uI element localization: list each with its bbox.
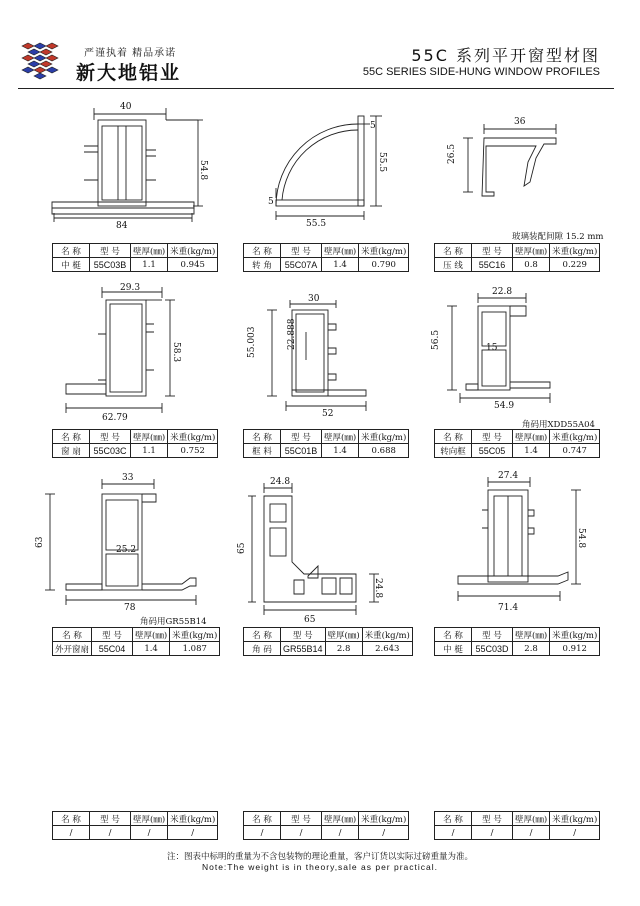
cell-thickness: 1.4 <box>322 258 359 272</box>
dim-label: 24.8 <box>373 578 383 599</box>
cell-model: 55C16 <box>472 258 513 272</box>
header-name: 名 称 <box>53 244 90 258</box>
profile-drawing-55C07A <box>258 108 398 228</box>
header-thickness: 壁厚(㎜) <box>325 628 362 642</box>
cell-name: 压 线 <box>435 258 472 272</box>
header-name: 名 称 <box>435 430 472 444</box>
header-weight: 米重(kg/m) <box>168 812 218 826</box>
header-weight: 米重(kg/m) <box>550 244 600 258</box>
dim-label: 30 <box>308 294 320 304</box>
header-thickness: 壁厚(㎜) <box>133 628 170 642</box>
dim-label: 84 <box>116 221 128 231</box>
header-divider <box>18 88 614 89</box>
spec-table-empty-1 <box>52 811 218 840</box>
cell-weight: 1.087 <box>170 642 220 656</box>
company-name: 新大地铝业 <box>76 62 182 84</box>
header-weight: 米重(kg/m) <box>359 244 409 258</box>
cell-thickness: 0.8 <box>513 258 550 272</box>
spec-table-55C07A <box>243 243 409 272</box>
cell-name: 角 码 <box>244 642 281 656</box>
corner-piece-note: 角码用XDD55A04 <box>522 420 595 430</box>
cell-model: 55C03B <box>90 258 131 272</box>
profile-drawing-55C03D <box>438 470 588 620</box>
dim-label: 25.2 <box>116 545 137 555</box>
header-name: 名 称 <box>53 430 90 444</box>
header-thickness: 壁厚(㎜) <box>513 244 550 258</box>
dim-label: 55.5 <box>306 219 327 229</box>
cell-name: 转 角 <box>244 258 281 272</box>
spec-table-55C04 <box>52 627 220 656</box>
dim-label: 52 <box>322 409 334 419</box>
spec-table-55C03D <box>434 627 600 656</box>
cell-name: 外开窗扇 <box>53 642 92 656</box>
dim-label: 65 <box>304 615 316 625</box>
cell-name: 窗 扇 <box>53 444 90 458</box>
dim-label: 71.4 <box>498 603 519 613</box>
header-weight: 米重(kg/m) <box>362 628 412 642</box>
dim-label: 24.8 <box>270 477 291 487</box>
cell-name: 转向框 <box>435 444 472 458</box>
cell-thickness: 1.1 <box>131 444 168 458</box>
header-thickness: 壁厚(㎜) <box>131 430 168 444</box>
header-model: 型 号 <box>281 628 326 642</box>
header-weight: 米重(kg/m) <box>550 628 600 642</box>
company-slogan: 严谨执着 精品承诺 <box>84 48 177 59</box>
dim-label: 36 <box>514 117 526 127</box>
cell-thickness: 1.4 <box>133 642 170 656</box>
profile-drawing-55C16 <box>447 117 584 200</box>
company-logo <box>18 42 62 82</box>
cell-name: / <box>53 826 90 840</box>
header-model: 型 号 <box>472 244 513 258</box>
header-name: 名 称 <box>53 812 90 826</box>
header-model: 型 号 <box>472 430 513 444</box>
cell-weight: 0.688 <box>359 444 409 458</box>
header-model: 型 号 <box>90 812 131 826</box>
dim-label: 54.8 <box>576 528 586 549</box>
dim-label: 26.5 <box>447 143 457 164</box>
cell-weight: / <box>550 826 600 840</box>
header-thickness: 壁厚(㎜) <box>322 812 359 826</box>
cell-weight: / <box>359 826 409 840</box>
profile-drawing-55C05 <box>431 284 568 414</box>
cell-weight: / <box>168 826 218 840</box>
cell-model: 55C03C <box>90 444 131 458</box>
header-model: 型 号 <box>281 244 322 258</box>
dim-label: 55.003 <box>247 326 257 358</box>
header-weight: 米重(kg/m) <box>550 812 600 826</box>
header-weight: 米重(kg/m) <box>359 430 409 444</box>
cell-thickness: 1.1 <box>131 258 168 272</box>
header-name: 名 称 <box>435 628 472 642</box>
profile-drawing-55C03B <box>48 100 208 231</box>
cell-model: 55C01B <box>281 444 322 458</box>
profile-drawing-55C04 <box>36 472 206 612</box>
header-model: 型 号 <box>92 628 133 642</box>
header-weight: 米重(kg/m) <box>168 430 218 444</box>
cell-weight: 2.643 <box>362 642 412 656</box>
cell-model: / <box>90 826 131 840</box>
spec-table-55C01B <box>243 429 409 458</box>
spec-table-55C03C <box>52 429 218 458</box>
dim-label: 5 <box>268 197 274 207</box>
spec-table-55C16 <box>434 243 600 272</box>
cell-weight: 0.912 <box>550 642 600 656</box>
cell-name: / <box>435 826 472 840</box>
cell-weight: 0.790 <box>359 258 409 272</box>
cell-thickness: / <box>513 826 550 840</box>
cell-thickness: 1.4 <box>322 444 359 458</box>
header-weight: 米重(kg/m) <box>168 244 218 258</box>
header-thickness: 壁厚(㎜) <box>513 628 550 642</box>
header-thickness: 壁厚(㎜) <box>513 430 550 444</box>
header-name: 名 称 <box>244 430 281 444</box>
dim-label: 22.888 <box>287 318 297 350</box>
cell-thickness: / <box>131 826 168 840</box>
page-title: 55C 系列平开窗型材图 <box>411 46 600 65</box>
header-thickness: 壁厚(㎜) <box>322 244 359 258</box>
header-weight: 米重(kg/m) <box>359 812 409 826</box>
cell-model: 55C05 <box>472 444 513 458</box>
header-thickness: 壁厚(㎜) <box>131 244 168 258</box>
profile-drawing-55C01B <box>247 294 380 424</box>
corner-piece-note-2: 角码用GR55B14 <box>140 617 207 627</box>
cell-model: 55C04 <box>92 642 133 656</box>
spec-table-empty-2 <box>243 811 409 840</box>
header-model: 型 号 <box>90 430 131 444</box>
header-name: 名 称 <box>53 628 92 642</box>
cell-weight: 0.747 <box>550 444 600 458</box>
cell-thickness: 2.8 <box>513 642 550 656</box>
header-model: 型 号 <box>281 812 322 826</box>
dim-label: 33 <box>122 473 134 483</box>
dim-label: 63 <box>35 536 45 548</box>
cell-model: GR55B14 <box>281 642 326 656</box>
cell-weight: 0.945 <box>168 258 218 272</box>
header-weight: 米重(kg/m) <box>170 628 220 642</box>
spec-table-55C05 <box>434 429 600 458</box>
dim-label: 62.79 <box>102 413 128 423</box>
page-subtitle: 55C SERIES SIDE-HUNG WINDOW PROFILES <box>362 66 600 78</box>
cell-model: 55C07A <box>281 258 322 272</box>
cell-name: 中 梃 <box>435 642 472 656</box>
dim-label: 54.9 <box>494 401 515 411</box>
profile-drawing-GR55B14 <box>237 477 388 625</box>
dim-label: 56.5 <box>431 329 441 350</box>
dim-label: 40 <box>120 102 132 112</box>
cell-name: 中 梃 <box>53 258 90 272</box>
header-weight: 米重(kg/m) <box>550 430 600 444</box>
header-thickness: 壁厚(㎜) <box>322 430 359 444</box>
dim-label: 15 <box>486 343 498 353</box>
dim-label: 5 <box>370 121 376 131</box>
cell-model: / <box>281 826 322 840</box>
spec-table-55C03B <box>52 243 218 272</box>
header-name: 名 称 <box>244 244 281 258</box>
cell-name: 框 料 <box>244 444 281 458</box>
header-name: 名 称 <box>244 628 281 642</box>
cell-name: / <box>244 826 281 840</box>
header-model: 型 号 <box>472 812 513 826</box>
header-model: 型 号 <box>472 628 513 642</box>
footer-note-cn: 注：图表中标明的重量为不含包装物的理论重量，客户订货以实际过磅重量为准。 <box>166 852 473 862</box>
cell-thickness: 1.4 <box>513 444 550 458</box>
dim-label: 55.5 <box>377 152 387 173</box>
cell-model: / <box>472 826 513 840</box>
cell-thickness: / <box>322 826 359 840</box>
header-name: 名 称 <box>244 812 281 826</box>
cell-model: 55C03D <box>472 642 513 656</box>
dim-label: 54.8 <box>198 160 208 181</box>
glass-gap-note: 玻璃装配间隙 15.2 mm <box>512 232 604 242</box>
profile-drawing-55C03C <box>62 284 192 424</box>
header-thickness: 壁厚(㎜) <box>513 812 550 826</box>
dim-label: 29.3 <box>120 283 141 293</box>
spec-table-empty-3 <box>434 811 600 840</box>
header-thickness: 壁厚(㎜) <box>131 812 168 826</box>
spec-table-GR55B14 <box>243 627 413 656</box>
header-name: 名 称 <box>435 244 472 258</box>
cell-weight: 0.229 <box>550 258 600 272</box>
dim-label: 22.8 <box>492 287 513 297</box>
cell-weight: 0.752 <box>168 444 218 458</box>
dim-label: 78 <box>124 603 136 613</box>
dim-label: 65 <box>237 542 247 554</box>
header-model: 型 号 <box>281 430 322 444</box>
header-name: 名 称 <box>435 812 472 826</box>
dim-label: 58.3 <box>171 342 181 363</box>
footer-note-en: Note:The weight is in theory,sale as per practical. <box>201 862 439 872</box>
dim-label: 27.4 <box>498 471 519 481</box>
cell-thickness: 2.8 <box>325 642 362 656</box>
header-model: 型 号 <box>90 244 131 258</box>
